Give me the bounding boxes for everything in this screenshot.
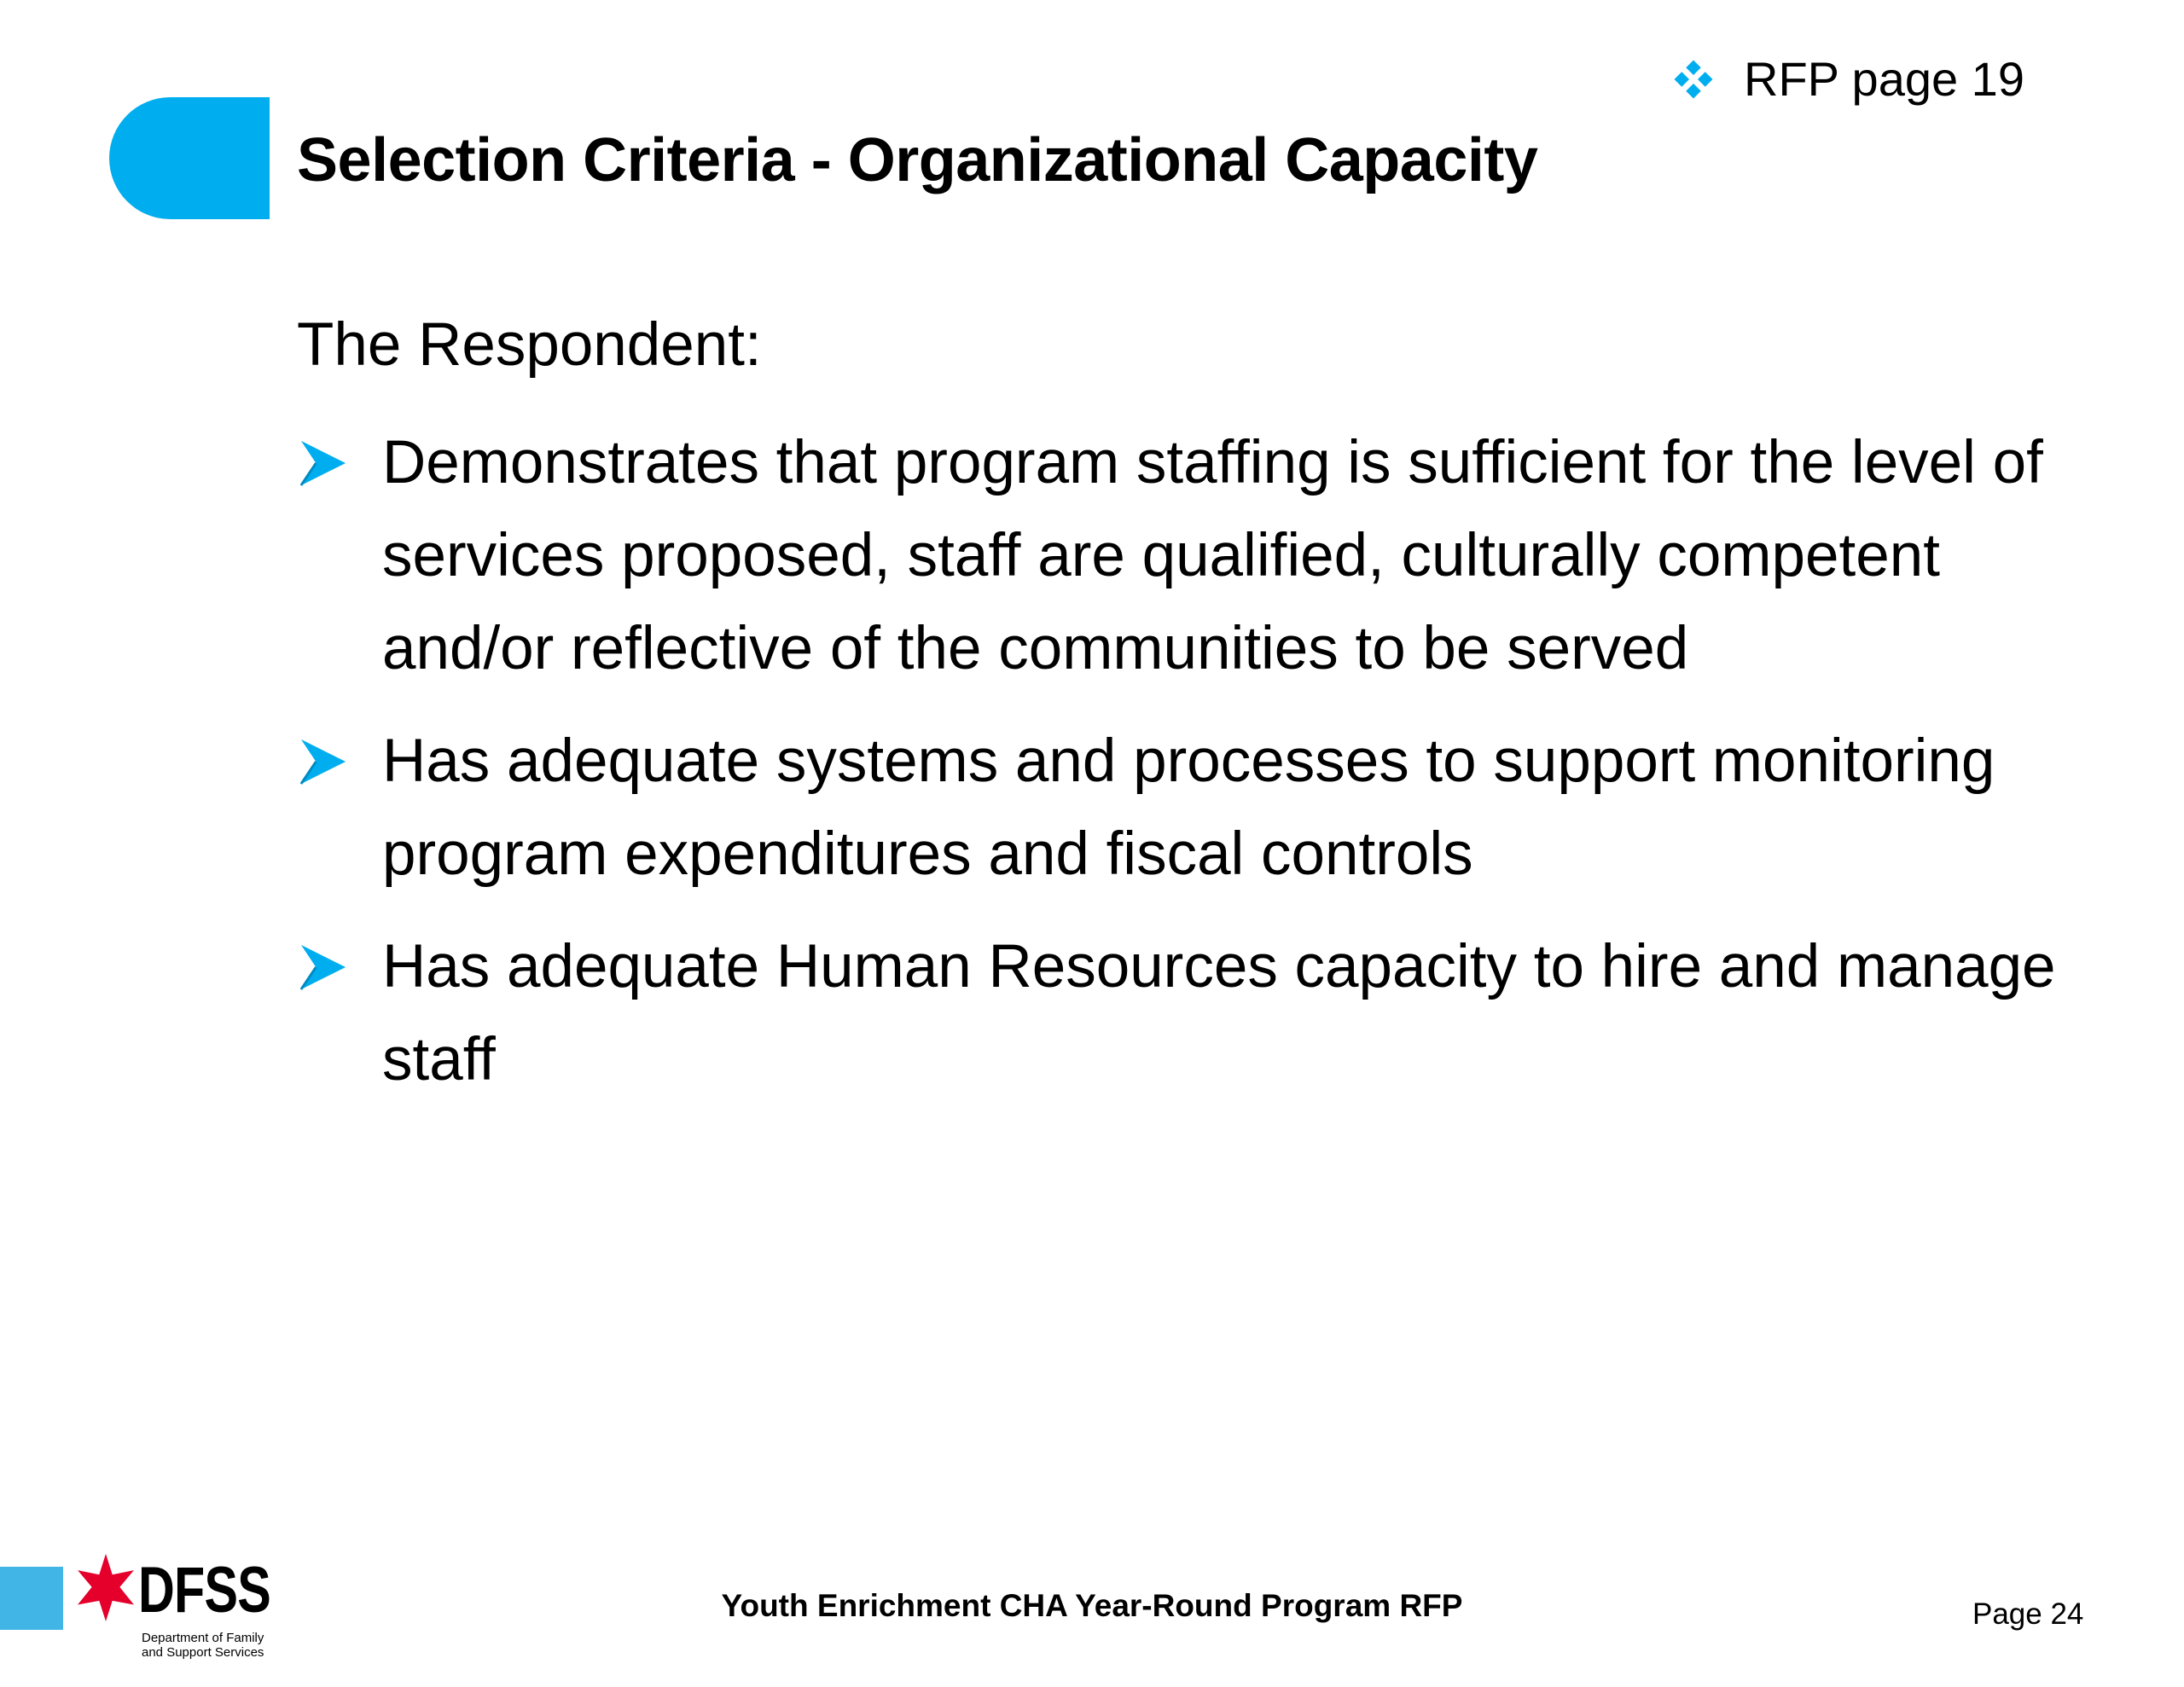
criteria-item-systems	[299, 715, 2099, 901]
logo-subtitle-line-2: and Support Services	[142, 1645, 264, 1660]
slide-title: Selection Criteria - Organizational Capacity	[297, 126, 1538, 194]
logo-subtitle-line-1: Department of Family	[142, 1631, 264, 1645]
rfp-reference-text: RFP page 19	[1744, 52, 2024, 106]
criteria-item-text: Has adequate Human Resources capacity to hire and manage staff	[382, 933, 2056, 1093]
arrow-bullet-icon	[299, 438, 348, 488]
title-accent-tab	[109, 97, 270, 219]
criteria-item-staffing	[299, 416, 2099, 695]
intro-text: The Respondent:	[297, 311, 762, 379]
criteria-item-hr	[299, 920, 2099, 1106]
logo-acronym: DFSS	[138, 1554, 270, 1626]
footer-program-title: Youth Enrichment CHA Year-Round Program RFP	[721, 1588, 1463, 1623]
four-diamond-bullet-icon	[1672, 58, 1715, 101]
criteria-item-text: Demonstrates that program staffing is sufficient for the level of services proposed, staff are qualified, culturally competent and/or reflective of the communities to be served	[382, 429, 2043, 682]
rfp-reference-note	[1672, 49, 2024, 109]
criteria-item-text: Has adequate systems and processes to support monitoring program expenditures and fiscal controls	[382, 728, 1995, 888]
arrow-bullet-icon	[299, 942, 348, 992]
criteria-list	[299, 416, 2099, 1126]
logo-subtitle	[142, 1631, 287, 1660]
page-number: Page 24	[1972, 1597, 2084, 1631]
arrow-bullet-icon	[299, 737, 348, 786]
